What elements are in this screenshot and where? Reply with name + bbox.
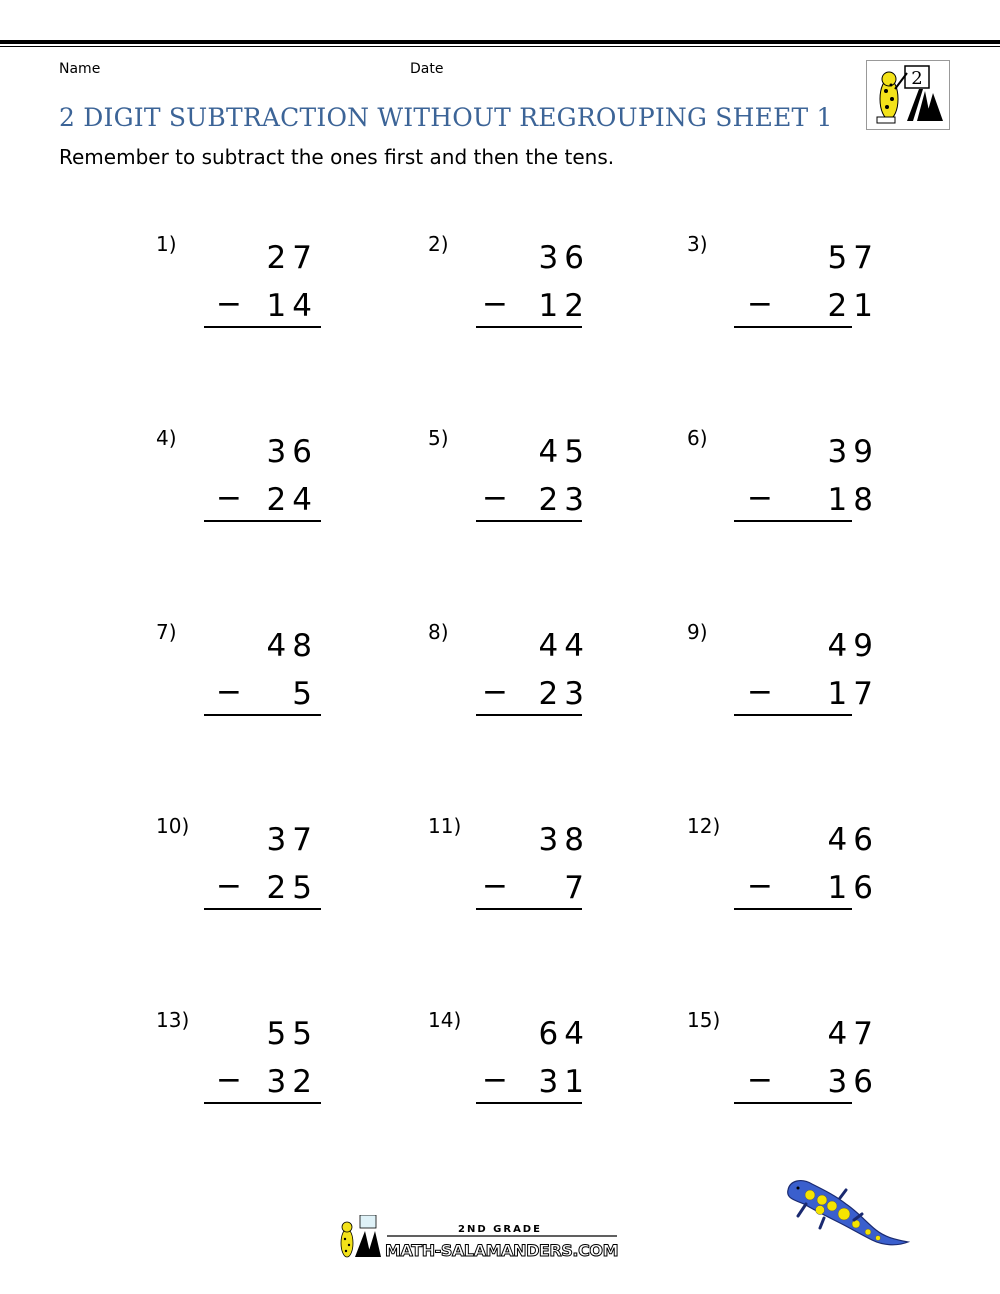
answer-line: [476, 326, 582, 328]
subtrahend: 5: [292, 676, 318, 712]
problem-number: 10): [156, 814, 190, 838]
problem-number: 12): [687, 814, 721, 838]
answer-line: [734, 714, 852, 716]
problem-3: [687, 232, 887, 342]
answer-line: [204, 326, 321, 328]
minus-sign: −: [216, 868, 242, 904]
svg-text:MATH-SALAMANDERS.COM: MATH-SALAMANDERS.COM: [385, 1241, 619, 1260]
problem-9: [687, 620, 887, 730]
footer-site-logo: [335, 1215, 620, 1260]
minus-sign: −: [216, 480, 242, 516]
minus-sign: −: [482, 674, 508, 710]
problem-number: 2): [428, 232, 449, 256]
problem-10: [156, 814, 356, 924]
minus-sign: −: [216, 1062, 242, 1098]
minus-sign: −: [216, 674, 242, 710]
minus-sign: −: [747, 480, 773, 516]
problem-number: 4): [156, 426, 177, 450]
subtrahend: 18: [827, 482, 879, 518]
problem-4: [156, 426, 356, 536]
answer-line: [204, 714, 321, 716]
subtrahend: 24: [266, 482, 318, 518]
answer-line: [734, 326, 852, 328]
worksheet-title: 2 DIGIT SUBTRACTION WITHOUT REGROUPING SHEET 1: [59, 103, 833, 132]
salamander-easel-icon: [867, 61, 949, 129]
problem-number: 8): [428, 620, 449, 644]
minus-sign: −: [216, 286, 242, 322]
instructions: Remember to subtract the ones first and then the tens.: [59, 145, 615, 169]
minuend: 55: [266, 1016, 318, 1052]
problem-6: [687, 426, 887, 536]
svg-text:2: 2: [911, 68, 923, 89]
problem-number: 15): [687, 1008, 721, 1032]
subtrahend: 12: [538, 288, 590, 324]
answer-line: [476, 1102, 582, 1104]
answer-line: [476, 714, 582, 716]
name-label: Name: [59, 61, 101, 77]
problem-8: [428, 620, 628, 730]
problem-12: [687, 814, 887, 924]
date-label: Date: [410, 61, 444, 77]
minuend: 37: [266, 822, 318, 858]
top-rule-thin: [0, 46, 1000, 47]
salamander-illustration: [780, 1168, 910, 1253]
minuend: 64: [538, 1016, 590, 1052]
answer-line: [734, 520, 852, 522]
problem-15: [687, 1008, 887, 1118]
answer-line: [734, 1102, 852, 1104]
svg-text:2ND GRADE: 2ND GRADE: [458, 1224, 542, 1235]
subtrahend: 25: [266, 870, 318, 906]
minuend: 48: [266, 628, 318, 664]
problem-1: [156, 232, 356, 342]
subtrahend: 32: [266, 1064, 318, 1100]
answer-line: [204, 1102, 321, 1104]
problem-number: 9): [687, 620, 708, 644]
minus-sign: −: [482, 480, 508, 516]
minus-sign: −: [482, 286, 508, 322]
subtrahend: 16: [827, 870, 879, 906]
minuend: 45: [538, 434, 590, 470]
subtrahend: 36: [827, 1064, 879, 1100]
minus-sign: −: [747, 868, 773, 904]
grade-logo: [866, 60, 950, 130]
problem-5: [428, 426, 628, 536]
problem-number: 1): [156, 232, 177, 256]
answer-line: [734, 908, 852, 910]
minus-sign: −: [747, 1062, 773, 1098]
subtrahend: 23: [538, 676, 590, 712]
subtrahend: 14: [266, 288, 318, 324]
answer-line: [476, 520, 582, 522]
problem-13: [156, 1008, 356, 1118]
subtrahend: 7: [564, 870, 590, 906]
minus-sign: −: [482, 1062, 508, 1098]
problem-number: 5): [428, 426, 449, 450]
problem-number: 6): [687, 426, 708, 450]
minuend: 46: [827, 822, 879, 858]
problem-number: 14): [428, 1008, 462, 1032]
problem-number: 13): [156, 1008, 190, 1032]
minus-sign: −: [747, 674, 773, 710]
subtrahend: 21: [827, 288, 879, 324]
minuend: 49: [827, 628, 879, 664]
problem-14: [428, 1008, 628, 1118]
minus-sign: −: [482, 868, 508, 904]
problem-number: 11): [428, 814, 462, 838]
minuend: 36: [538, 240, 590, 276]
problem-7: [156, 620, 356, 730]
subtrahend: 31: [538, 1064, 590, 1100]
subtrahend: 17: [827, 676, 879, 712]
minuend: 27: [266, 240, 318, 276]
problem-2: [428, 232, 628, 342]
answer-line: [204, 908, 321, 910]
minuend: 39: [827, 434, 879, 470]
minuend: 47: [827, 1016, 879, 1052]
salamander-icon: [780, 1168, 910, 1253]
problem-11: [428, 814, 628, 924]
top-rule: [0, 40, 1000, 44]
minuend: 44: [538, 628, 590, 664]
minuend: 38: [538, 822, 590, 858]
subtrahend: 23: [538, 482, 590, 518]
minuend: 36: [266, 434, 318, 470]
problem-number: 3): [687, 232, 708, 256]
answer-line: [204, 520, 321, 522]
problem-number: 7): [156, 620, 177, 644]
minuend: 57: [827, 240, 879, 276]
answer-line: [476, 908, 582, 910]
math-salamanders-logo-icon: [335, 1215, 620, 1260]
minus-sign: −: [747, 286, 773, 322]
